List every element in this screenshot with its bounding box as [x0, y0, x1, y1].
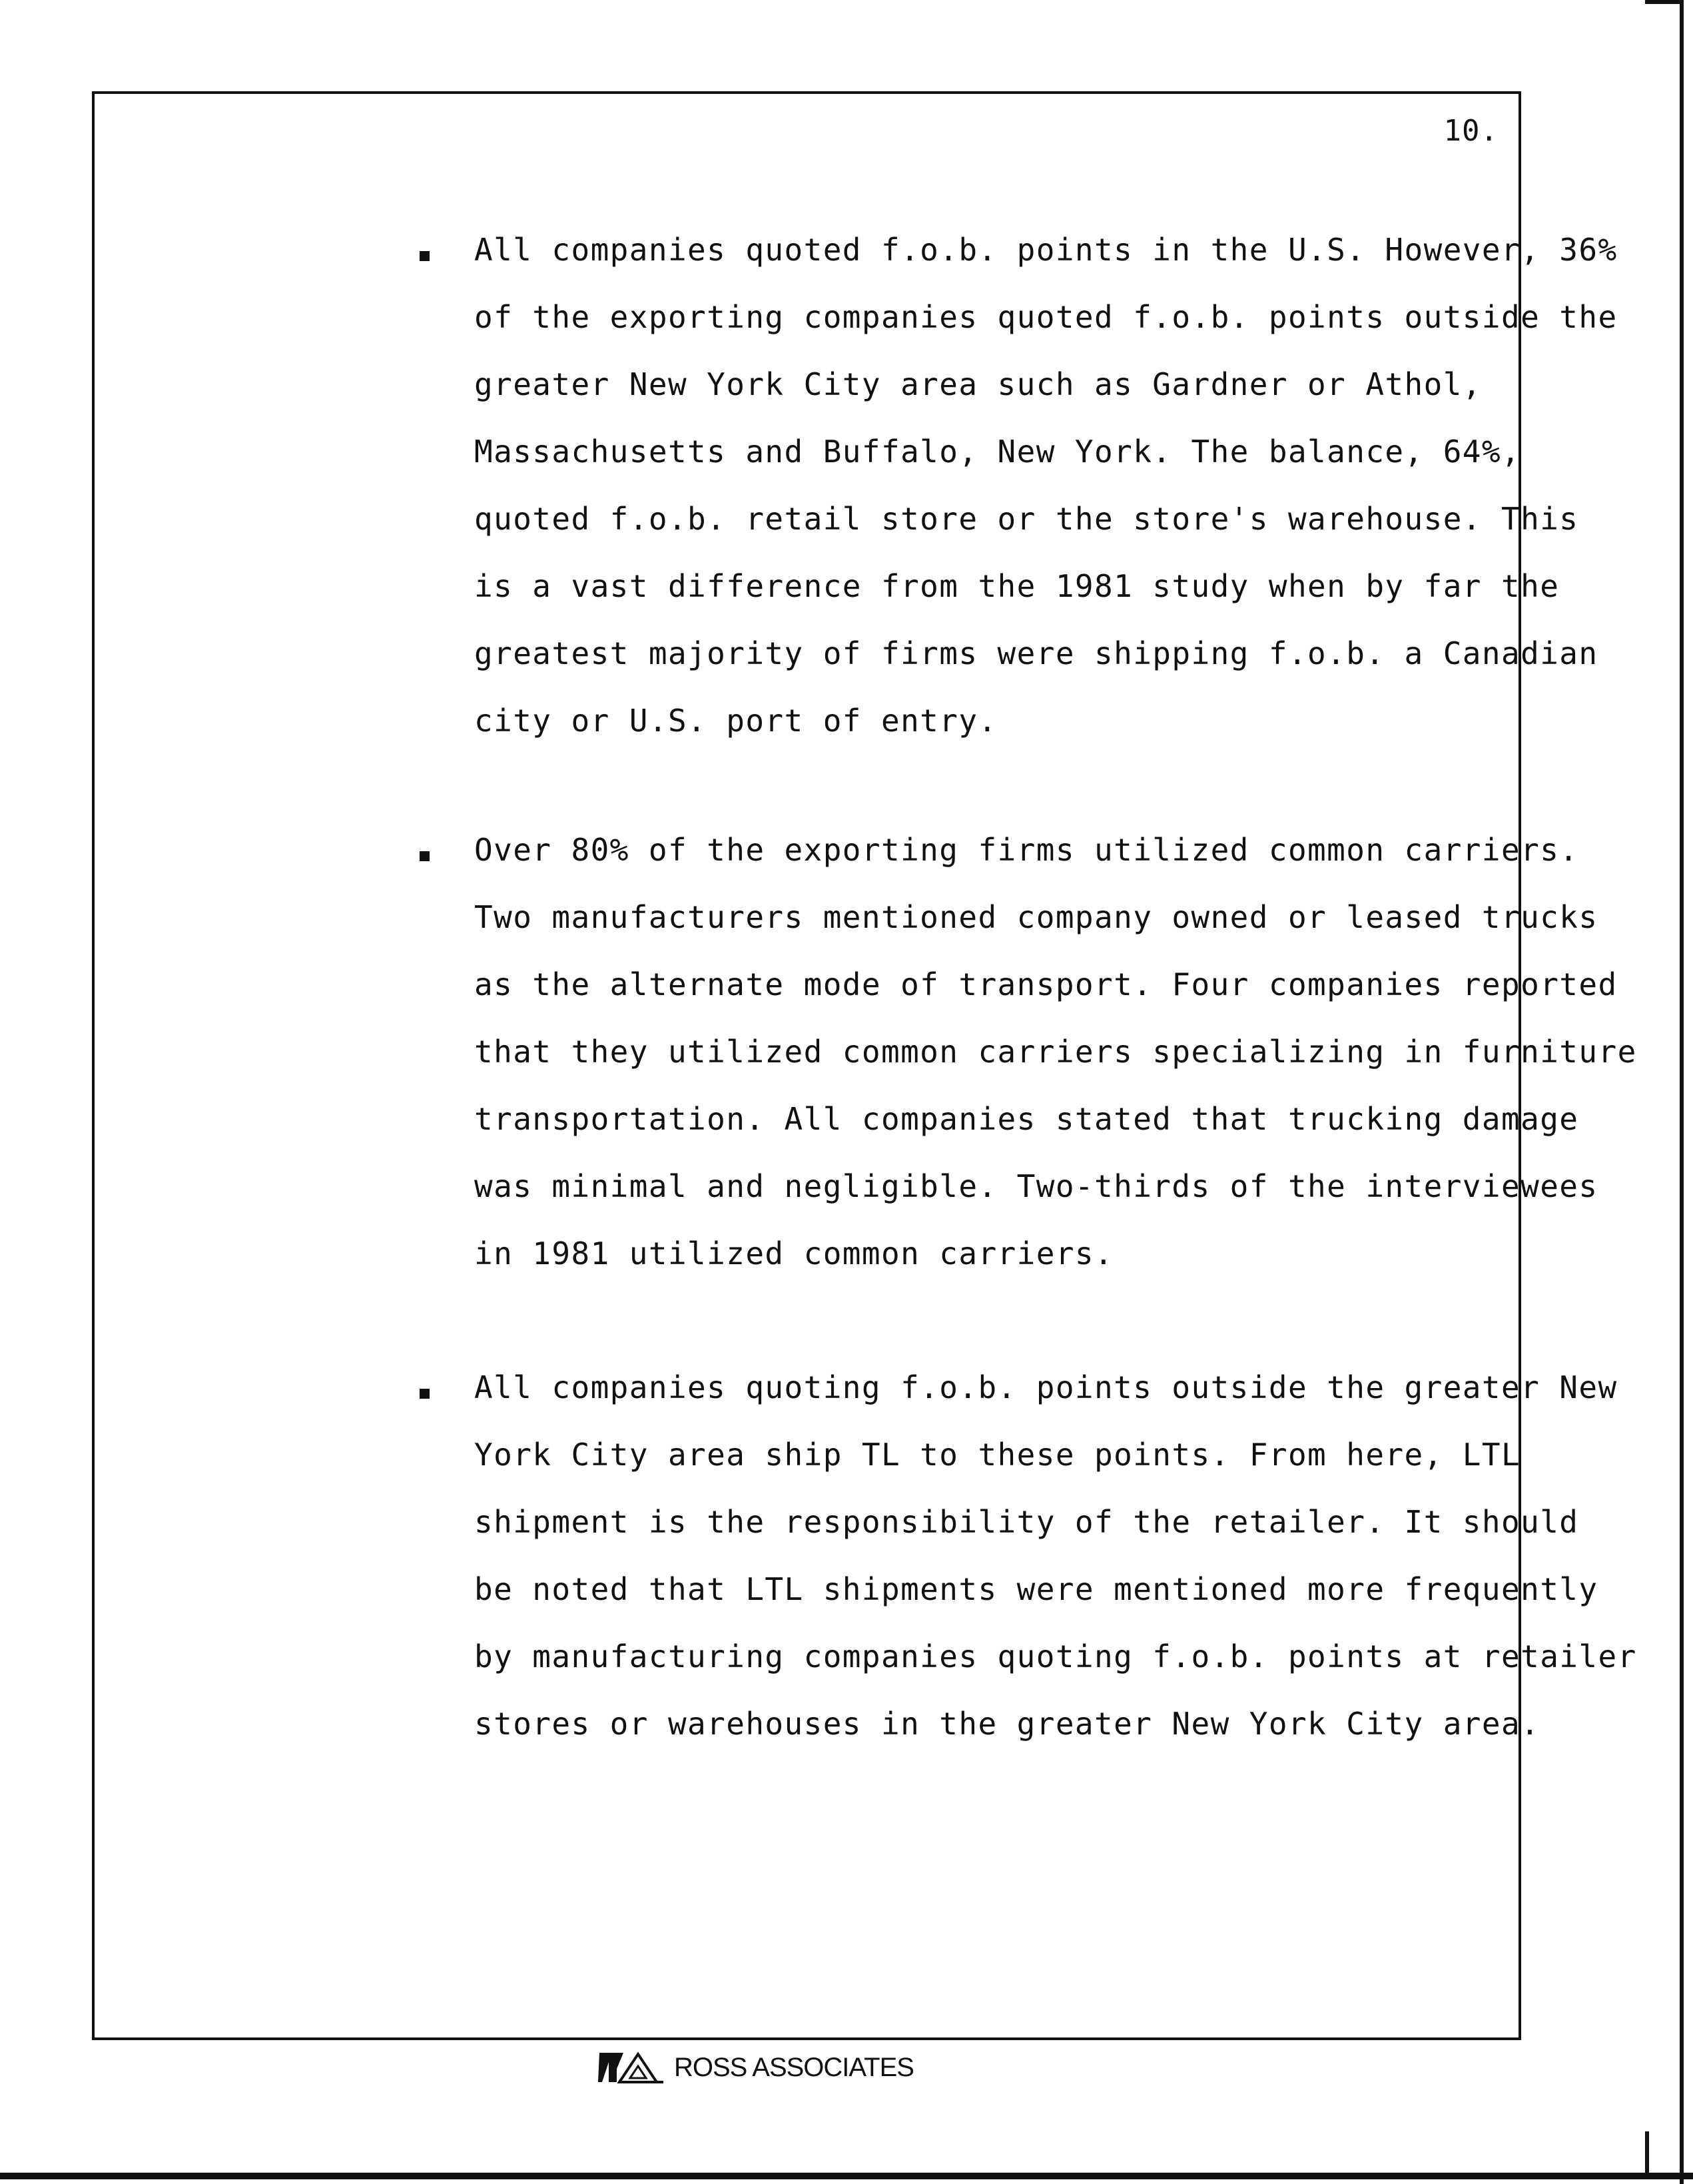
text-line: as the alternate mode of transport. Four companies reported: [474, 966, 1618, 1002]
text-line: be noted that LTL shipments were mentioned more frequently: [474, 1571, 1598, 1607]
text-line: All companies quoting f.o.b. points outside the greater New: [474, 1369, 1618, 1405]
paragraph-text: [474, 817, 1637, 1287]
text-line: stores or warehouses in the greater New York City area.: [474, 1706, 1540, 1742]
text-line: quoted f.o.b. retail store or the store's warehouse. This: [474, 501, 1579, 537]
page-number: 10.: [1443, 114, 1499, 148]
text-line: York City area ship TL to these points. From here, LTL: [474, 1437, 1521, 1473]
paragraph-text: [474, 1354, 1637, 1758]
footer-company-logo: [597, 2049, 914, 2086]
text-line: was minimal and negligible. Two-thirds of the interviewees: [474, 1168, 1598, 1204]
text-line: greater New York City area such as Gardner or Athol,: [474, 366, 1482, 402]
text-line: in 1981 utilized common carriers.: [474, 1236, 1114, 1272]
text-line: shipment is the responsibility of the retailer. It should: [474, 1504, 1579, 1540]
square-bullet-icon: [420, 1389, 430, 1399]
scan-edge-bottom: [0, 2173, 1693, 2179]
scan-edge-right-cap: [1645, 0, 1684, 4]
paragraph-text: [474, 216, 1618, 755]
text-line: is a vast difference from the 1981 study when by far the: [474, 568, 1560, 604]
text-line: of the exporting companies quoted f.o.b. points outside the: [474, 299, 1618, 335]
text-line: transportation. All companies stated that trucking damage: [474, 1101, 1579, 1137]
text-line: All companies quoted f.o.b. points in the U.S. However, 36%: [474, 232, 1618, 268]
ross-associates-logo-icon: [597, 2049, 670, 2086]
square-bullet-icon: [420, 851, 430, 861]
text-line: Over 80% of the exporting firms utilized common carriers.: [474, 832, 1579, 868]
text-line: Two manufacturers mentioned company owned or leased trucks: [474, 899, 1598, 935]
text-line: that they utilized common carriers specializing in furniture: [474, 1034, 1637, 1070]
text-line: greatest majority of firms were shipping f.o.b. a Canadian: [474, 635, 1598, 671]
company-name: ROSS ASSOCIATES: [674, 2052, 914, 2082]
text-line: Massachusetts and Buffalo, New York. The balance, 64%,: [474, 434, 1521, 470]
scan-edge-right: [1680, 0, 1684, 2184]
square-bullet-icon: [420, 251, 430, 261]
text-line: city or U.S. port of entry.: [474, 703, 998, 739]
scan-edge-bottom-cap: [1645, 2131, 1649, 2178]
text-line: by manufacturing companies quoting f.o.b. points at retailer: [474, 1638, 1637, 1674]
